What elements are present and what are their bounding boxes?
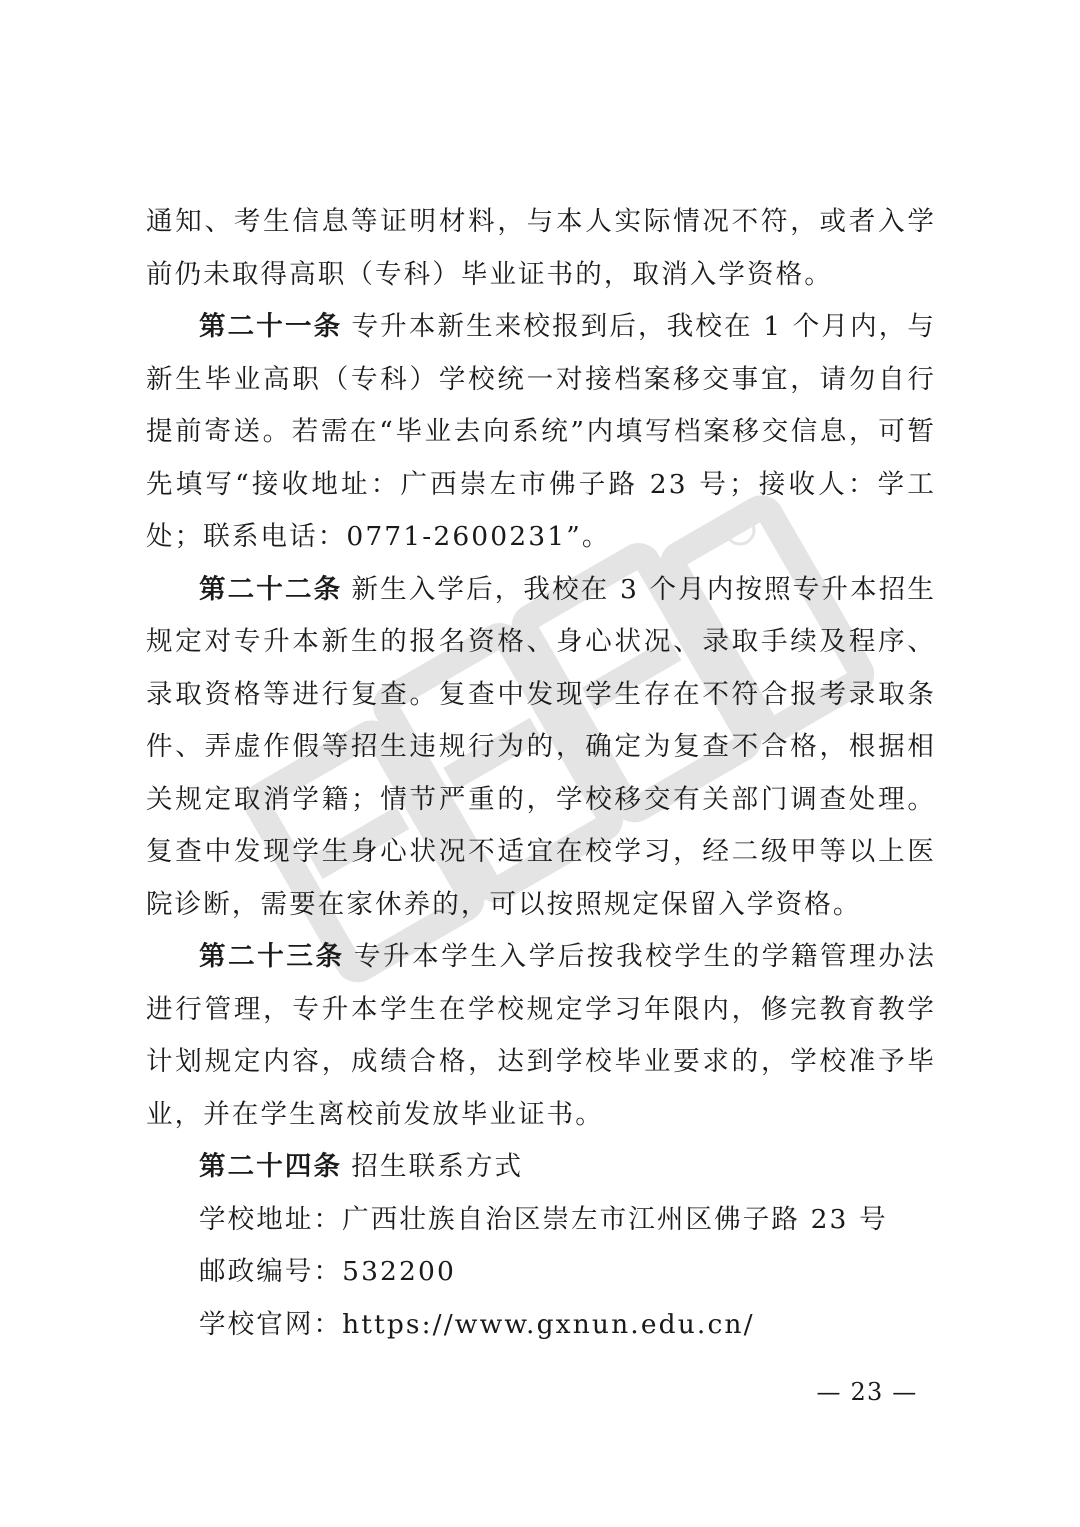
contact-address: 学校地址：广西壮族自治区崇左市江州区佛子路 23 号 [199,1203,888,1235]
article-22 [146,564,936,932]
contact-website: 学校官网：https://www.gxnun.edu.cn/ [199,1308,755,1340]
article-23-heading: 第二十三条 [199,941,345,972]
article-24 [146,1141,936,1194]
article-21 [146,301,936,564]
article-22-heading: 第二十二条 [199,573,343,605]
document-body [146,196,936,1351]
page-number: — 23 — [816,1378,918,1406]
article-22-body: 新生入学后，我校在 3 个月内按照专升本招生规定对专升本新生的报名资格、身心状况、录取手续及程序、录取资格等进行复查。复查中发现学生存在不符合报考录取条件、弄虚作假等招生违规行为的，确定为复查不合格，根据相关规定取消学籍；情节严重的，学校移交有关部门调查处理。复查中发现学生身心状况不适宜在校学习，经二级甲等以上医院诊断，需要在家休养的，可以按照规定保留入学资格。 [146,573,936,920]
article-23 [146,931,936,1141]
article-21-heading: 第二十一条 [199,311,343,342]
article-21-body: 专升本新生来校报到后，我校在 1 个月内，与新生毕业高职（专科）学校统一对接档案移交事宜，请勿自行提前寄送。若需在“毕业去向系统”内填写档案移交信息，可暂先填写“接收地址：广西崇左市佛子路 23 号；接收人：学工处；联系电话：0771-2600231”。 [146,311,936,552]
article-24-body: 招生联系方式 [351,1151,524,1182]
article-23-body: 专升本学生入学后按我校学生的学籍管理办法进行管理，专升本学生在学校规定学习年限内，修完教育教学计划规定内容，成绩合格，达到学校毕业要求的，学校准予毕业，并在学生离校前发放毕业证书。 [146,941,936,1130]
contact-postcode: 邮政编号：532200 [199,1256,456,1287]
paragraph-continuation: 通知、考生信息等证明材料，与本人实际情况不符，或者入学前仍未取得高职（专科）毕业证书的，取消入学资格。 [146,206,936,290]
article-24-heading: 第二十四条 [199,1151,343,1182]
